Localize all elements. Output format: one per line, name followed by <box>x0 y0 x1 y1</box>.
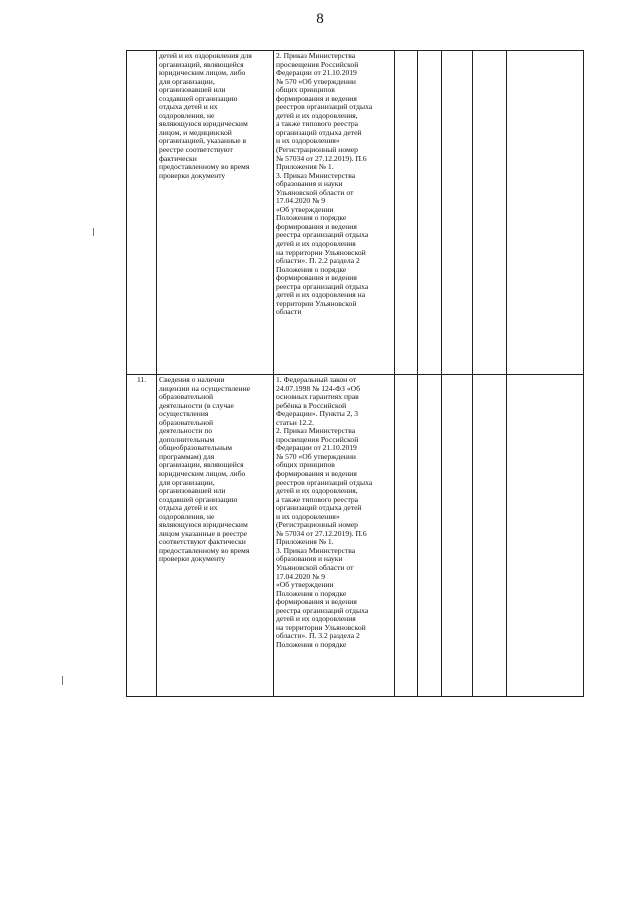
scan-mark-lower <box>62 676 63 685</box>
answer-cell-extra <box>473 51 507 375</box>
requirement-text: детей и их оздоровления для организаций, являющейся юридическим лицом, либо для организации, организовавшей или создавшей организацию отдыха детей и их оздоровления, не являющуюся юридическим лицом, и медицинской организацией, указанные в реестре соответствуют фактически предоставленному во время проверки документу <box>159 51 252 180</box>
row-number: 11. <box>137 375 147 384</box>
answer-cell-no <box>418 375 442 697</box>
answer-cell-no <box>418 51 442 375</box>
legal-basis-cell <box>274 375 395 697</box>
answer-cell-not-applicable <box>442 375 473 697</box>
checklist-table <box>126 50 584 697</box>
answer-cell-yes <box>395 51 418 375</box>
page-number: 8 <box>316 11 324 27</box>
legal-basis-text: 2. Приказ Министерства просвещения Российской Федерации от 21.10.2019 № 570 «Об утверждении общих принципов формирования и ведения реестров организаций отдыха детей и их оздоровления, а также типового реестра организаций отдыха детей и их оздоровления» (Регистрационный номер № 57034 от 27.12.2019). П.6 Приложения № 1. 3. Приказ Министерства образования и науки Ульяновской области от 17.04.2020 № 9 «Об утверждении Положения о порядке формирования и ведения реестра организаций отдыха детей и их оздоровления на территории Ульяновской области». П. 2.2 раздела 2 Положения о порядке формирования и ведения реестра организаций отдыха детей и их оздоровления на территории Ульяновской области <box>276 51 373 317</box>
row-number-cell <box>127 375 157 697</box>
legal-basis-cell <box>274 51 395 375</box>
answer-cell-yes <box>395 375 418 697</box>
scan-mark-upper <box>93 228 94 236</box>
requirement-cell <box>157 375 274 697</box>
notes-cell <box>507 375 584 697</box>
requirement-cell <box>157 51 274 375</box>
answer-cell-extra <box>473 375 507 697</box>
row-number-cell <box>127 51 157 375</box>
table-row <box>127 375 584 697</box>
notes-cell <box>507 51 584 375</box>
table-row <box>127 51 584 375</box>
requirement-text: Сведения о наличии лицензии на осуществление образовательной деятельности (в случае осуществления образовательной деятельности по дополнительным общеобразовательным программам) для организации, являющейся юридическим лицом, либо для организации, организовавшей или создавшей организацию отдыха детей и их оздоровления, не являющуюся юридическим лицом указанные в реестре соответствуют фактически предоставленному во время проверки документу <box>159 375 251 564</box>
answer-cell-not-applicable <box>442 51 473 375</box>
legal-basis-text: 1. Федеральный закон от 24.07.1998 № 124-ФЗ «Об основных гарантиях прав ребёнка в Российской Федерации». Пункты 2, 3 статьи 12.2. 2. Приказ Министерства просвещения Российской Федерации от 21.10.2019 № 570 «Об утверждении общих принципов формирования и ведения реестров организаций отдыха детей и их оздоровления, а также типового реестра организаций отдыха детей и их оздоровления» (Регистрационный номер № 57034 от 27.12.2019). П.6 Приложения № 1. 3. Приказ Министерства образования и науки Ульяновской области от 17.04.2020 № 9 «Об утверждении Положения о порядке формирования и ведения реестра организаций отдыха детей и их оздоровления на территории Ульяновской области». П. 3.2 раздела 2 Положения о порядке <box>276 375 373 649</box>
